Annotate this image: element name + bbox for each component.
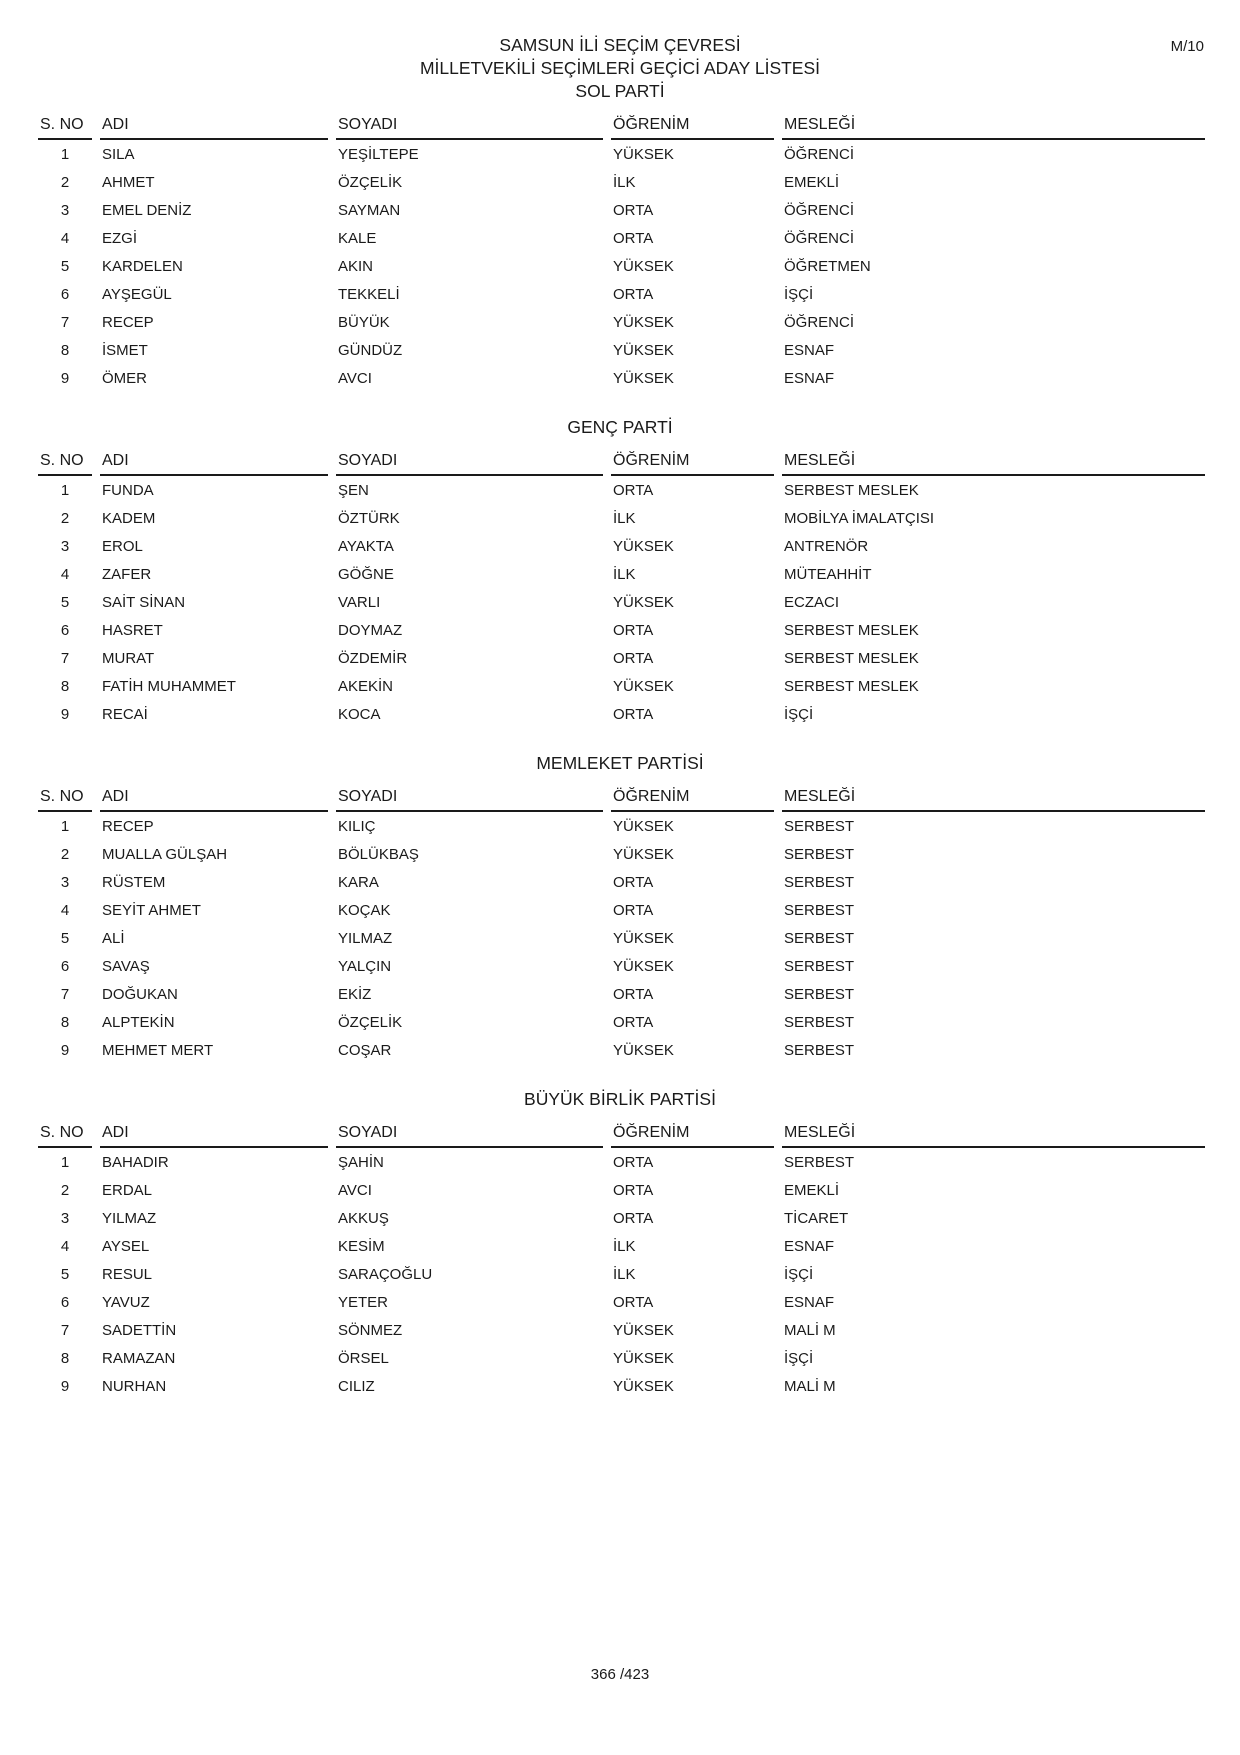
table-row [38,1008,1205,1036]
cell-soyadi: YEŞİLTEPE [338,145,419,163]
cell-adi: RÜSTEM [102,873,166,891]
party-sections [0,80,1240,1400]
column-header-adi: ADI [100,1124,328,1148]
cell-ogrenim: ORTA [613,873,654,891]
table-row [38,1372,1205,1400]
cell-soyadi: ÖZDEMİR [338,649,408,667]
cell-sno: 6 [60,1293,70,1311]
cell-sno: 3 [60,201,70,219]
cell-ogrenim: YÜKSEK [613,593,674,611]
cell-ogrenim: YÜKSEK [613,313,674,331]
cell-meslegi: ÖĞRENCİ [784,313,855,331]
cell-adi: SEYİT AHMET [102,901,201,919]
candidate-table [38,110,1205,392]
table-row [38,504,1205,532]
cell-ogrenim: ORTA [613,229,654,247]
cell-soyadi: TEKKELİ [338,285,400,303]
cell-adi: FUNDA [102,481,154,499]
table-row [38,1036,1205,1064]
cell-adi: BAHADIR [102,1153,169,1171]
cell-meslegi: ÖĞRENCİ [784,145,855,163]
table-row [38,308,1205,336]
cell-soyadi: KARA [338,873,379,891]
column-header-ogrenim: ÖĞRENİM [611,116,774,140]
cell-ogrenim: İLK [613,1237,636,1255]
cell-meslegi: ÖĞRETMEN [784,257,871,275]
cell-sno: 2 [60,509,70,527]
cell-adi: ALPTEKİN [102,1013,175,1031]
table-row [38,476,1205,504]
table-row [38,840,1205,868]
cell-soyadi: DOYMAZ [338,621,403,639]
cell-adi: MUALLA GÜLŞAH [102,845,228,863]
cell-sno: 7 [60,649,70,667]
cell-ogrenim: YÜKSEK [613,145,674,163]
cell-sno: 3 [60,1209,70,1227]
table-row [38,1176,1205,1204]
cell-soyadi: YILMAZ [338,929,393,947]
cell-soyadi: GÖĞNE [338,565,394,583]
cell-soyadi: CILIZ [338,1377,375,1395]
cell-meslegi: ÖĞRENCİ [784,229,855,247]
party-title: SOL PARTİ [575,81,665,101]
cell-adi: MEHMET MERT [102,1041,214,1059]
cell-soyadi: SÖNMEZ [338,1321,403,1339]
cell-soyadi: AVCI [338,1181,372,1199]
table-row [38,336,1205,364]
cell-meslegi: SERBEST [784,957,855,975]
cell-meslegi: SERBEST [784,817,855,835]
cell-adi: ÖMER [102,369,147,387]
cell-soyadi: KALE [338,229,377,247]
cell-ogrenim: İLK [613,509,636,527]
cell-meslegi: İŞÇİ [784,285,814,303]
cell-meslegi: SERBEST MESLEK [784,649,919,667]
cell-soyadi: KILIÇ [338,817,376,835]
cell-meslegi: MOBİLYA İMALATÇISI [784,509,935,527]
column-header-sno: S. NO [38,452,92,476]
cell-meslegi: SERBEST [784,845,855,863]
party-section [0,752,1240,1064]
cell-ogrenim: ORTA [613,201,654,219]
column-header-soyadi: SOYADI [336,788,603,812]
party-title: BÜYÜK BİRLİK PARTİSİ [524,1089,716,1109]
cell-meslegi: İŞÇİ [784,1349,814,1367]
cell-adi: SADETTİN [102,1321,177,1339]
table-row [38,1260,1205,1288]
table-row [38,224,1205,252]
cell-ogrenim: YÜKSEK [613,929,674,947]
cell-meslegi: ECZACI [784,593,840,611]
cell-adi: ZAFER [102,565,152,583]
cell-adi: SILA [102,145,135,163]
cell-sno: 5 [60,929,70,947]
document-header [0,0,1240,80]
cell-ogrenim: YÜKSEK [613,369,674,387]
cell-sno: 8 [60,1013,70,1031]
cell-meslegi: TİCARET [784,1209,849,1227]
candidate-table [38,1118,1205,1400]
cell-sno: 7 [60,985,70,1003]
cell-adi: SAİT SİNAN [102,593,186,611]
cell-adi: DOĞUKAN [102,985,178,1003]
cell-soyadi: BÖLÜKBAŞ [338,845,419,863]
cell-meslegi: ÖĞRENCİ [784,201,855,219]
table-row [38,896,1205,924]
cell-sno: 6 [60,621,70,639]
cell-meslegi: ESNAF [784,341,835,359]
table-row [38,980,1205,1008]
cell-sno: 9 [60,1377,70,1395]
column-header-meslegi: MESLEĞİ [782,1124,1205,1148]
cell-adi: RECAİ [102,705,148,723]
cell-soyadi: GÜNDÜZ [338,341,403,359]
cell-adi: AHMET [102,173,155,191]
column-header-sno: S. NO [38,116,92,140]
candidate-table [38,446,1205,728]
party-title: GENÇ PARTİ [567,417,673,437]
table-row [38,140,1205,168]
cell-adi: AYSEL [102,1237,150,1255]
cell-meslegi: ESNAF [784,1237,835,1255]
table-row [38,196,1205,224]
table-row [38,1204,1205,1232]
cell-ogrenim: ORTA [613,1209,654,1227]
cell-ogrenim: ORTA [613,1013,654,1031]
cell-adi: RECEP [102,817,154,835]
cell-sno: 9 [60,1041,70,1059]
cell-soyadi: SAYMAN [338,201,401,219]
cell-ogrenim: YÜKSEK [613,1349,674,1367]
cell-ogrenim: YÜKSEK [613,1321,674,1339]
table-row [38,280,1205,308]
cell-soyadi: KOÇAK [338,901,391,919]
cell-meslegi: SERBEST [784,1013,855,1031]
party-section [0,80,1240,392]
cell-adi: EZGİ [102,229,138,247]
column-header-soyadi: SOYADI [336,452,603,476]
cell-sno: 8 [60,341,70,359]
page-corner-label: M/10 [1170,38,1204,55]
table-header-row [38,1118,1205,1148]
table-row [38,532,1205,560]
cell-sno: 3 [60,537,70,555]
table-row [38,1316,1205,1344]
cell-meslegi: SERBEST [784,985,855,1003]
cell-adi: RESUL [102,1265,153,1283]
cell-ogrenim: YÜKSEK [613,817,674,835]
cell-sno: 1 [60,817,70,835]
party-title: MEMLEKET PARTİSİ [536,753,704,773]
cell-meslegi: SERBEST [784,901,855,919]
page-number: 366 /423 [590,1666,650,1683]
cell-adi: YAVUZ [102,1293,150,1311]
cell-soyadi: AVCI [338,369,372,387]
cell-soyadi: KOCA [338,705,381,723]
cell-ogrenim: ORTA [613,901,654,919]
cell-adi: AYŞEGÜL [102,285,172,303]
cell-meslegi: ANTRENÖR [784,537,869,555]
cell-meslegi: SERBEST [784,1041,855,1059]
cell-ogrenim: ORTA [613,649,654,667]
column-header-soyadi: SOYADI [336,1124,603,1148]
cell-ogrenim: İLK [613,173,636,191]
table-row [38,868,1205,896]
cell-ogrenim: YÜKSEK [613,341,674,359]
column-header-adi: ADI [100,788,328,812]
cell-meslegi: ESNAF [784,369,835,387]
cell-adi: KADEM [102,509,156,527]
cell-adi: KARDELEN [102,257,183,275]
cell-meslegi: SERBEST MESLEK [784,677,919,695]
cell-meslegi: ESNAF [784,1293,835,1311]
column-header-meslegi: MESLEĞİ [782,116,1205,140]
column-header-meslegi: MESLEĞİ [782,788,1205,812]
cell-soyadi: BÜYÜK [338,313,390,331]
title-line-2: MİLLETVEKİLİ SEÇİMLERİ GEÇİCİ ADAY LİSTESİ [419,58,821,78]
table-row [38,952,1205,980]
cell-soyadi: AKKUŞ [338,1209,389,1227]
cell-meslegi: MALİ M [784,1377,836,1395]
column-header-ogrenim: ÖĞRENİM [611,1124,774,1148]
cell-adi: FATİH MUHAMMET [102,677,236,695]
cell-adi: RECEP [102,313,154,331]
table-row [38,924,1205,952]
cell-sno: 6 [60,285,70,303]
cell-adi: RAMAZAN [102,1349,176,1367]
cell-ogrenim: ORTA [613,985,654,1003]
column-header-meslegi: MESLEĞİ [782,452,1205,476]
cell-sno: 2 [60,173,70,191]
cell-sno: 6 [60,957,70,975]
table-header-row [38,446,1205,476]
cell-adi: ALİ [102,929,125,947]
cell-meslegi: İŞÇİ [784,705,814,723]
cell-sno: 3 [60,873,70,891]
cell-ogrenim: YÜKSEK [613,1377,674,1395]
table-row [38,1344,1205,1372]
table-row [38,672,1205,700]
cell-soyadi: ÖZÇELİK [338,173,403,191]
table-row [38,252,1205,280]
table-row [38,1232,1205,1260]
column-header-ogrenim: ÖĞRENİM [611,452,774,476]
cell-soyadi: YETER [338,1293,389,1311]
table-row [38,700,1205,728]
title-line-1: SAMSUN İLİ SEÇİM ÇEVRESİ [499,35,741,55]
cell-ogrenim: YÜKSEK [613,257,674,275]
cell-ogrenim: ORTA [613,481,654,499]
cell-ogrenim: ORTA [613,1181,654,1199]
cell-adi: EROL [102,537,143,555]
party-section [0,416,1240,728]
table-row [38,560,1205,588]
cell-meslegi: SERBEST MESLEK [784,481,919,499]
table-body [38,476,1205,728]
cell-meslegi: MÜTEAHHİT [784,565,872,583]
column-header-soyadi: SOYADI [336,116,603,140]
cell-adi: ERDAL [102,1181,153,1199]
cell-sno: 8 [60,677,70,695]
cell-meslegi: SERBEST [784,1153,855,1171]
cell-ogrenim: YÜKSEK [613,845,674,863]
column-header-ogrenim: ÖĞRENİM [611,788,774,812]
cell-ogrenim: ORTA [613,1293,654,1311]
cell-sno: 5 [60,593,70,611]
cell-sno: 2 [60,1181,70,1199]
party-section [0,1088,1240,1400]
cell-soyadi: KESİM [338,1237,385,1255]
cell-sno: 9 [60,705,70,723]
cell-meslegi: SERBEST [784,929,855,947]
cell-meslegi: SERBEST MESLEK [784,621,919,639]
cell-sno: 9 [60,369,70,387]
cell-ogrenim: ORTA [613,285,654,303]
table-row [38,812,1205,840]
cell-adi: NURHAN [102,1377,167,1395]
table-body [38,812,1205,1064]
cell-sno: 7 [60,313,70,331]
cell-ogrenim: YÜKSEK [613,957,674,975]
cell-adi: HASRET [102,621,163,639]
cell-sno: 5 [60,1265,70,1283]
cell-sno: 4 [60,1237,70,1255]
cell-ogrenim: ORTA [613,705,654,723]
cell-sno: 4 [60,565,70,583]
candidate-table [38,782,1205,1064]
cell-meslegi: MALİ M [784,1321,836,1339]
cell-soyadi: ÖZÇELİK [338,1013,403,1031]
cell-adi: EMEL DENİZ [102,201,192,219]
table-row [38,168,1205,196]
table-row [38,1148,1205,1176]
column-header-adi: ADI [100,452,328,476]
cell-adi: YILMAZ [102,1209,157,1227]
table-body [38,140,1205,392]
cell-soyadi: ÖRSEL [338,1349,389,1367]
table-row [38,616,1205,644]
cell-ogrenim: YÜKSEK [613,1041,674,1059]
cell-meslegi: EMEKLİ [784,1181,840,1199]
cell-meslegi: EMEKLİ [784,173,840,191]
cell-sno: 1 [60,1153,70,1171]
table-row [38,1288,1205,1316]
cell-ogrenim: ORTA [613,621,654,639]
cell-soyadi: COŞAR [338,1041,392,1059]
table-body [38,1148,1205,1400]
cell-soyadi: ŞAHİN [338,1153,384,1171]
cell-soyadi: YALÇIN [338,957,392,975]
cell-meslegi: İŞÇİ [784,1265,814,1283]
cell-ogrenim: İLK [613,565,636,583]
cell-adi: İSMET [102,341,148,359]
cell-soyadi: AKEKİN [338,677,394,695]
cell-soyadi: VARLI [338,593,381,611]
cell-sno: 4 [60,901,70,919]
cell-ogrenim: YÜKSEK [613,677,674,695]
cell-soyadi: ŞEN [338,481,369,499]
cell-soyadi: ÖZTÜRK [338,509,400,527]
table-header-row [38,782,1205,812]
table-row [38,644,1205,672]
table-row [38,364,1205,392]
cell-ogrenim: YÜKSEK [613,537,674,555]
cell-sno: 8 [60,1349,70,1367]
cell-sno: 2 [60,845,70,863]
column-header-sno: S. NO [38,788,92,812]
cell-adi: SAVAŞ [102,957,150,975]
cell-sno: 1 [60,481,70,499]
cell-sno: 1 [60,145,70,163]
column-header-adi: ADI [100,116,328,140]
cell-soyadi: AKIN [338,257,374,275]
table-row [38,588,1205,616]
cell-sno: 5 [60,257,70,275]
cell-sno: 4 [60,229,70,247]
cell-soyadi: SARAÇOĞLU [338,1265,433,1283]
cell-adi: MURAT [102,649,155,667]
cell-ogrenim: ORTA [613,1153,654,1171]
cell-soyadi: AYAKTA [338,537,394,555]
cell-meslegi: SERBEST [784,873,855,891]
cell-ogrenim: İLK [613,1265,636,1283]
cell-sno: 7 [60,1321,70,1339]
cell-soyadi: EKİZ [338,985,372,1003]
table-header-row [38,110,1205,140]
column-header-sno: S. NO [38,1124,92,1148]
